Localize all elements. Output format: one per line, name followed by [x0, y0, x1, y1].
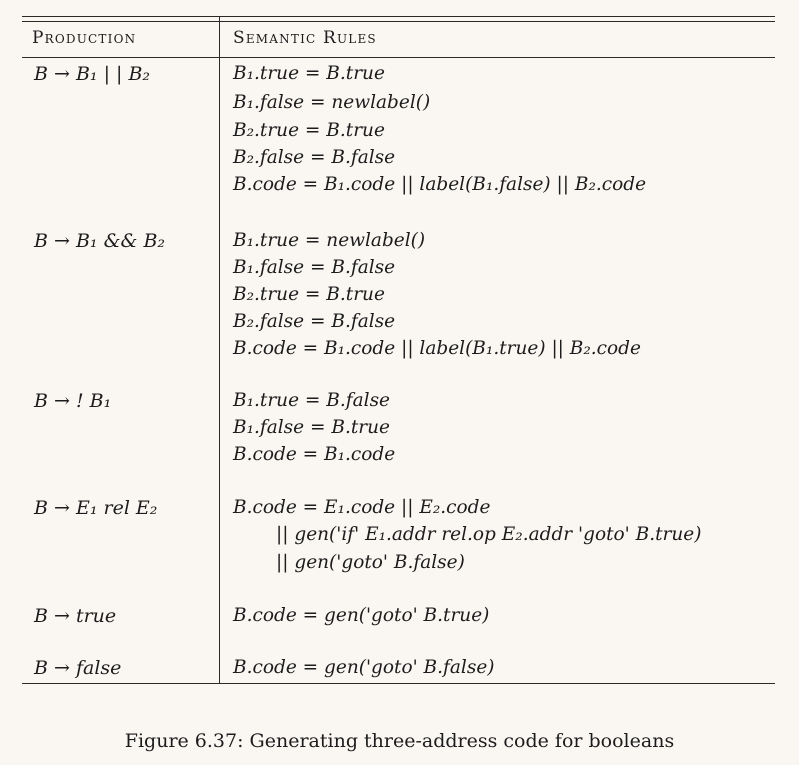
rule-line: B.code = B₁.code	[233, 444, 396, 465]
rule-line: || gen('goto' B.false)	[276, 552, 465, 573]
rule-line: B₁.true = B.false	[233, 390, 391, 411]
rule-line: B₁.false = newlabel()	[233, 92, 431, 113]
rule-line: B₁.true = newlabel()	[233, 230, 426, 251]
rule-line: B₂.false = B.false	[233, 147, 396, 168]
rule-line: B.code = B₁.code || label(B₁.true) || B₂.code	[233, 338, 641, 359]
table-top-rule-inner	[22, 21, 775, 22]
rule-line: B.code = gen('goto' B.true)	[233, 605, 490, 626]
column-divider	[219, 16, 220, 684]
table-bottom-rule	[22, 683, 775, 684]
rule-line: B₂.false = B.false	[233, 311, 396, 332]
production-true: B → true	[34, 605, 117, 627]
rule-line: B.code = E₁.code || E₂.code	[233, 497, 491, 518]
rule-line: B₁.true = B.true	[233, 63, 385, 84]
rule-line: B₁.false = B.true	[233, 417, 391, 438]
rule-line: B₂.true = B.true	[233, 284, 385, 305]
table-top-rule	[22, 16, 775, 17]
figure-caption: Figure 6.37: Generating three-address code for booleans	[124, 730, 675, 752]
production-not: B → ! B₁	[34, 390, 112, 412]
production-and: B → B₁ && B₂	[34, 230, 166, 252]
header-production: Production	[32, 28, 137, 48]
production-or: B → B₁ | | B₂	[34, 63, 151, 85]
rule-line: B₁.false = B.false	[233, 257, 396, 278]
rule-line: || gen('if' E₁.addr rel.op E₂.addr 'goto' B.true)	[276, 524, 702, 545]
production-false: B → false	[34, 657, 122, 679]
rule-line: B₂.true = B.true	[233, 120, 385, 141]
rule-line: B.code = gen('goto' B.false)	[233, 657, 495, 678]
rule-line: B.code = B₁.code || label(B₁.false) || B₂.code	[233, 174, 647, 195]
production-rel: B → E₁ rel E₂	[34, 497, 158, 519]
table-header-rule	[22, 57, 775, 58]
header-semantic-rules: Semantic Rules	[233, 28, 377, 48]
